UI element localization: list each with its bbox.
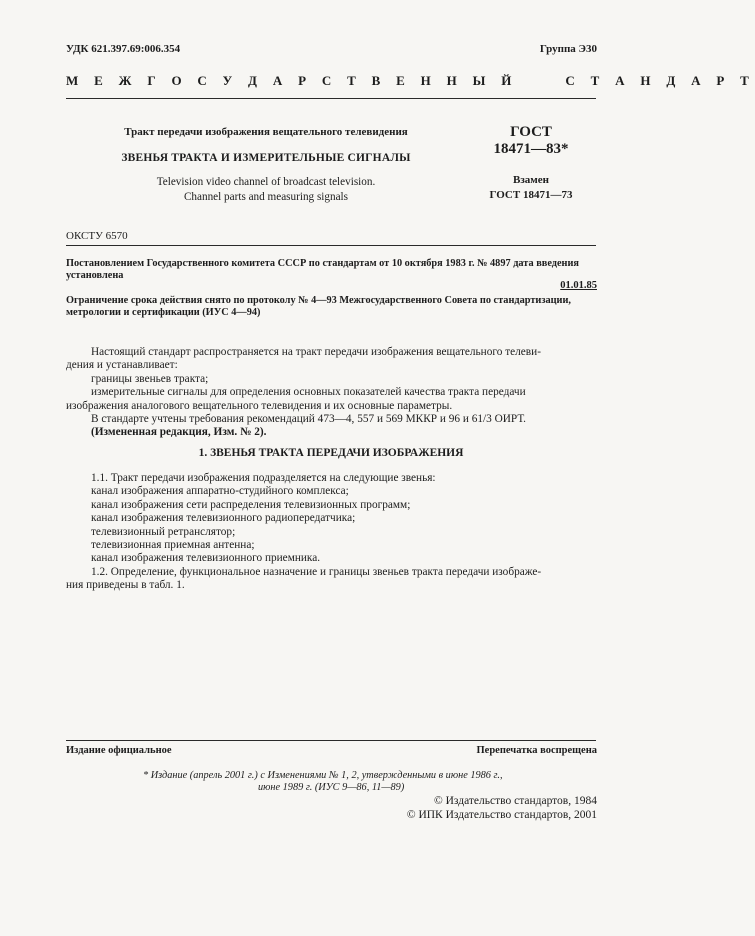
- section-line: канал изображения сети распределения телевизионных программ;: [91, 498, 411, 511]
- intro-line: Настоящий стандарт распространяется на тракт передачи изображения вещательного телеви-: [91, 346, 541, 358]
- decree-line-2: установлена: [66, 270, 124, 281]
- section-line: телевизионная приемная антенна;: [91, 539, 255, 552]
- intro-line: дения и устанавливает:: [66, 359, 178, 372]
- edition-note-line-1: * Издание (апрель 2001 г.) с Изменениями № 1, 2, утвержденными в июне 1986 г.,: [143, 770, 503, 781]
- intro-line: В стандарте учтены требования рекомендаций 473—4, 557 и 569 МККР и 96 и 61/3 ОИРТ.: [91, 413, 526, 426]
- title-en-line-1: Television video channel of broadcast television.: [156, 176, 376, 188]
- reprint-forbidden: Перепечатка воспрещена: [476, 745, 597, 756]
- limit-line-1: Ограничение срока действия снято по протоколу № 4—93 Межгосударственного Совета по стандартизации,: [66, 295, 571, 306]
- section-1-body: [66, 472, 596, 593]
- section-line: 1.2. Определение, функциональное назначение и границы звеньев тракта передачи изображе-: [91, 565, 542, 578]
- udk-code: УДК 621.397.69:006.354: [66, 43, 181, 55]
- header-rule: [66, 98, 596, 99]
- footer-rule: [66, 740, 596, 741]
- section-title: 1. ЗВЕНЬЯ ТРАКТА ПЕРЕДАЧИ ИЗОБРАЖЕНИЯ: [198, 447, 464, 459]
- group-code: Группа Э30: [539, 43, 597, 55]
- section-line: канал изображения телевизионного радиопередатчика;: [91, 512, 356, 525]
- official-edition: Издание официальное: [66, 745, 172, 756]
- meta-rule: [66, 245, 596, 246]
- section-line: канал изображения телевизионного приемника.: [91, 552, 321, 565]
- intro-section: [66, 346, 596, 440]
- banner-title: М Е Ж Г О С У Д А Р С Т В Е Н Н Ы Й С Т А Н Д А Р Т: [66, 73, 755, 88]
- title-en-line-2: Channel parts and measuring signals: [183, 191, 349, 203]
- decree-line-1: Постановлением Государственного комитета СССР по стандартам от 10 октября 1983 г. № 4897 дата введения: [66, 258, 579, 269]
- replaces-value: ГОСТ 18471—73: [489, 189, 573, 201]
- section-line: 1.1. Тракт передачи изображения подразделяется на следующие звенья:: [91, 472, 436, 484]
- title-ru-line-2: ЗВЕНЬЯ ТРАКТА И ИЗМЕРИТЕЛЬНЫЕ СИГНАЛЫ: [121, 152, 411, 164]
- title-ru-line-1: Тракт передачи изображения вещательного телевидения: [124, 126, 408, 138]
- replaces-label: Взамен: [513, 174, 549, 186]
- effective-date: 01.01.85: [560, 280, 597, 291]
- intro-line: изображения аналогового вещательного телевидения и их основные параметры.: [66, 399, 453, 412]
- section-line: ния приведены в табл. 1.: [66, 579, 185, 592]
- copyright-2001: © ИПК Издательство стандартов, 2001: [406, 809, 597, 821]
- copyright-1984: © Издательство стандартов, 1984: [433, 795, 597, 807]
- gost-number: 18471—83*: [493, 141, 569, 157]
- section-line: канал изображения аппаратно-студийного комплекса;: [91, 485, 349, 498]
- section-line: телевизионный ретранслятор;: [91, 525, 236, 538]
- amendment-note: (Измененная редакция, Изм. № 2).: [91, 426, 267, 439]
- intro-line: измерительные сигналы для определения основных показателей качества тракта передачи: [91, 386, 526, 399]
- gost-label: ГОСТ: [510, 124, 552, 140]
- okstu-code: ОКСТУ 6570: [66, 230, 128, 242]
- limit-line-2: метрологии и сертификации (ИУС 4—94): [66, 307, 261, 318]
- intro-line: границы звеньев тракта;: [91, 372, 209, 385]
- edition-note-line-2: июне 1989 г. (ИУС 9—86, 11—89): [258, 782, 405, 793]
